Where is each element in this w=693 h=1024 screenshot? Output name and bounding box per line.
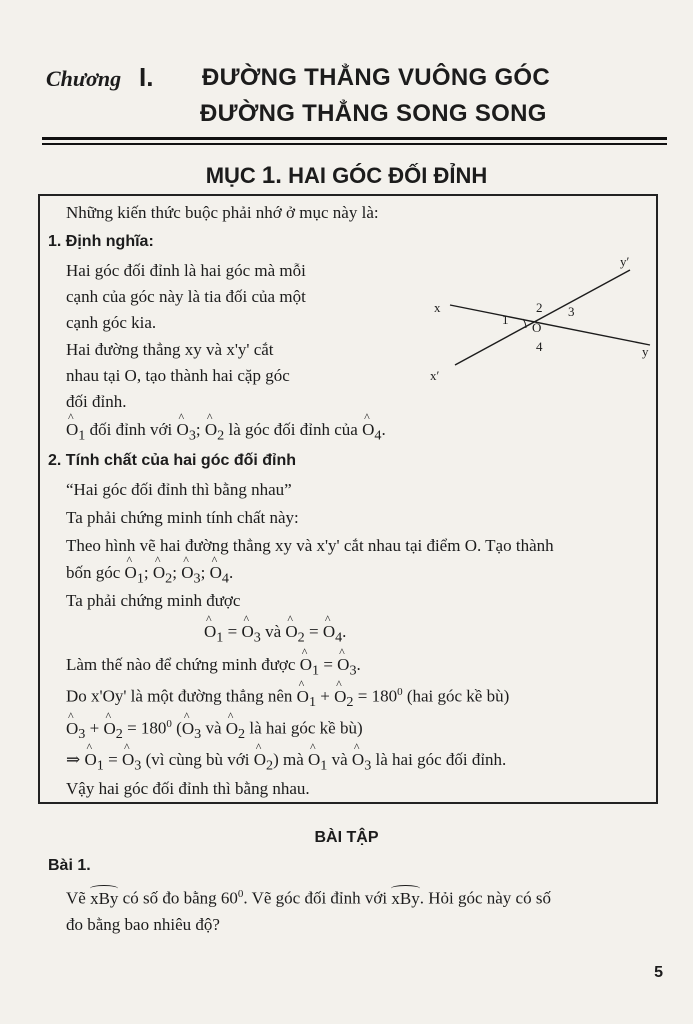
exercises-title-wrap	[0, 829, 693, 847]
page-number: 5	[654, 964, 663, 981]
proof-conclusion: Vậy hai góc đối đỉnh thì bằng nhau.	[66, 779, 310, 798]
proof-line-1: Ta phải chứng minh tính chất này:	[66, 508, 299, 527]
section-name: HAI GÓC ĐỐI ĐỈNH	[288, 163, 488, 188]
heading-property: 2. Tính chất của hai góc đối đỉnh	[48, 452, 297, 469]
section-prefix: MỤC	[205, 163, 256, 188]
header-rule-thin	[42, 143, 667, 145]
proof-line-3: bốn góc ^ $O_1$; ^ $O_2$; ^ $O_3$; ^ $O_4$.	[66, 563, 233, 587]
chapter-number: I.	[139, 62, 154, 92]
box-intro: Những kiến thức buộc phải nhớ ở mục này là:	[66, 203, 379, 222]
def-line-4: Hai đường thẳng xy và x'y' cắt	[66, 340, 274, 359]
proof-line-4: Ta phải chứng minh được	[66, 591, 241, 610]
proof-line-2: Theo hình vẽ hai đường thẳng xy và x'y' cắt nhau tại điểm O. Tạo thành	[66, 536, 554, 555]
exercises-title: BÀI TẬP	[314, 829, 379, 846]
label-angle-2: 2	[536, 300, 543, 315]
def-line-2: cạnh của góc này là tia đối của một	[66, 287, 306, 306]
intersecting-lines-figure	[420, 250, 655, 390]
vertical-pairs-line: ^ $O_1$ đối đỉnh với ^ $O_3$; ^ $O_2$ là góc đối đỉnh của ^ $O_4$.	[66, 420, 386, 444]
label-angle-4: 4	[536, 339, 543, 354]
chapter-title-line2: ĐƯỜNG THẲNG SONG SONG	[200, 100, 547, 127]
label-o: O	[532, 320, 542, 335]
line-xpyp	[455, 270, 630, 365]
proof-line-8: ⇒ ^ $O_1$ = ^ $O_3$ (vì cùng bù với ^ $O_2$) mà ^ $O_1$ và ^ $O_3$ là hai góc đối đỉnh.	[66, 750, 506, 774]
line-xy	[450, 305, 650, 345]
label-x: x	[434, 300, 441, 315]
header-rule-thick	[42, 137, 667, 140]
chapter-word: Chương	[46, 66, 122, 91]
proof-equation: ^ $O_1$ = ^ $O_3$ và ^ $O_2$ = ^ $O_4$.	[204, 622, 346, 646]
label-y-prime: y′	[620, 254, 630, 269]
def-line-3: cạnh góc kia.	[66, 313, 157, 332]
proof-line-5: Làm thế nào để chứng minh được ^ $O_1$ = ^ $O_3$.	[66, 655, 361, 679]
property-statement: “Hai góc đối đỉnh thì bằng nhau”	[66, 480, 292, 499]
bai1-line-1: Vẽ xBy có số đo bằng $60^0$. Vẽ góc đối đỉnh với xBy. Hỏi góc này có số	[66, 888, 551, 908]
label-x-prime: x′	[430, 368, 440, 383]
chapter-header	[46, 62, 646, 132]
section-number: 1.	[261, 162, 282, 189]
section-title	[0, 162, 693, 190]
heading-definition: 1. Định nghĩa:	[48, 233, 154, 250]
def-line-5: nhau tại O, tạo thành hai cặp góc	[66, 366, 290, 385]
def-line-6: đối đỉnh.	[66, 392, 127, 411]
def-line-1: Hai góc đối đỉnh là hai góc mà mỗi	[66, 261, 306, 280]
proof-line-6: Do x'Oy' là một đường thẳng nên ^ $O_1$ + ^ $O_2 = 180^0$ (hai góc kề bù)	[66, 686, 509, 711]
proof-line-7: ^ $O_3$ + ^ $O_2 = 180^0$ (^ $O_3$ và ^ $O_2$ là hai góc kề bù)	[66, 718, 363, 743]
bai1-line-2: đo bằng bao nhiêu độ?	[66, 915, 220, 934]
label-angle-1: 1	[502, 312, 509, 327]
chapter-title-line1: ĐƯỜNG THẲNG VUÔNG GÓC	[202, 64, 551, 91]
bai1-label: Bài 1.	[48, 857, 91, 874]
label-angle-3: 3	[568, 304, 575, 319]
label-y: y	[642, 344, 649, 359]
